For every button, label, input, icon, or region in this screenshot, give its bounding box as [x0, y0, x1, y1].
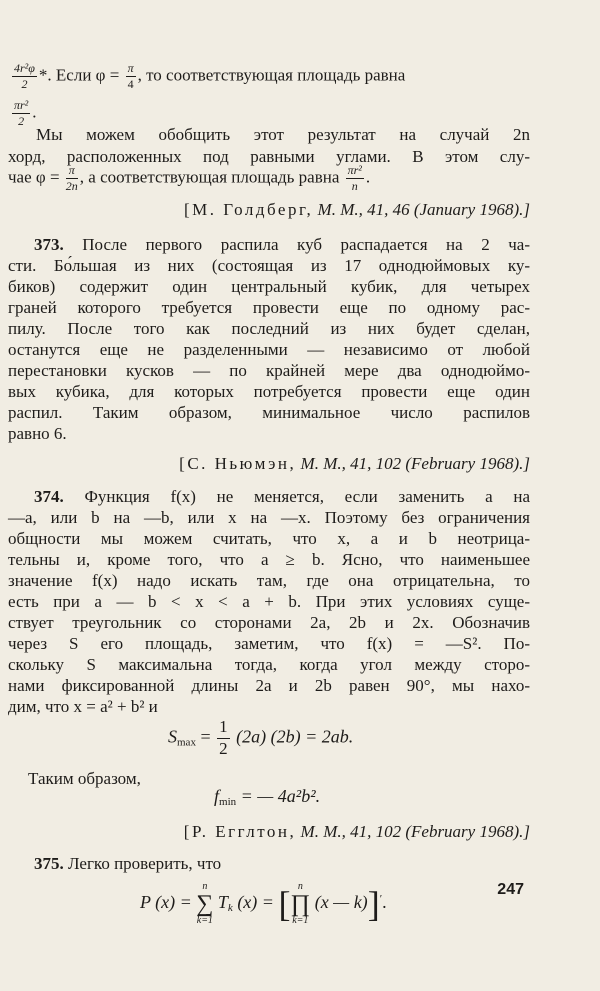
reference-372: [М. Голдберг, M. M., 41, 46 (January 1968).] — [183, 200, 530, 219]
fraction-one-half: $\frac{1}{2}$ — [219, 717, 228, 758]
generalize-line-3: чае φ = $\frac{\pi}{2n}$ , а соответствующая площадь равна $\frac{\text{πr²}}{n}$ . — [8, 163, 371, 194]
p374-line-8: через S его площадь, заметим, что f(x) = —S². По- — [8, 634, 530, 653]
p373-line-5: пилу. После того как последний из них будет сделан, — [8, 319, 530, 338]
top-line-1: $\frac{\text{4r²φ}}{2}$ *. Если φ = $\frac{\pi}{4}$ , то соответствующая площадь равна — [14, 61, 406, 92]
p373-line-4: граней которого требуется провести еще по одному рас- — [8, 298, 530, 317]
p373-line-2: сти. Бо́льшая из них (состоящая из 17 однодюймовых ку- — [8, 256, 530, 275]
p373-line-3: биков) содержит один центральный кубик, для четырех — [8, 277, 530, 296]
p373-line-7: перестановки кусков — по крайней мере два однодюймо- — [8, 361, 530, 380]
p374-line-3: общности мы можем считать, что x, a и b неотрица- — [8, 529, 530, 548]
generalize-line-2: хорд, расположенных под равными углами. В этом слу- — [8, 147, 530, 166]
p374-line-7: ствует треугольник со сторонами 2a, 2b и 2x. Обозначив — [8, 613, 530, 632]
equation-s-max: $S_{max}$ = $\frac{1}{2}$ (2a) (2b) = 2ab. — [168, 717, 354, 758]
reference-373: [С. Ньюмэн, M. M., 41, 102 (February 1968).] — [179, 454, 530, 473]
p374-line-10: нами фиксированной длины 2a и 2b равен 90°, мы нахо- — [8, 676, 530, 695]
thus-text: Таким образом, — [28, 769, 141, 788]
equation-f-min: $f_{min}$ = — 4a²b². — [214, 786, 321, 808]
p374-line-4: тельны и, кроме того, что a ≥ b. Ясно, что наименьшее — [8, 550, 530, 569]
p373-line-8: вых кубика, для которых потребуется провести еще один — [8, 382, 530, 401]
product-operator: n ∏ k=1 — [290, 881, 311, 926]
p374-line-1: 374. Функция f(x) не меняется, если заменить a на — [34, 487, 530, 506]
p373-line-9: распил. Таким образом, минимальное число распилов — [8, 403, 530, 422]
fraction-pir2-over-2: $\frac{\text{πr²}}{2}$ — [14, 98, 29, 129]
p373-line-1: 373. После первого распила куб распадается на 2 ча- — [34, 235, 530, 254]
fraction-pi-over-4: $\frac{\pi}{4}$ — [127, 61, 134, 92]
p373-line-6: останутся еще не разделенными — независимо от любой — [8, 340, 530, 359]
p373-line-10: равно 6. — [8, 424, 67, 443]
sum-operator: n ∑ k=1 — [196, 881, 214, 926]
fraction-pi-over-2n: $\frac{\pi}{2n}$ — [65, 163, 78, 194]
p375-line-1: 375. Легко проверить, что — [34, 854, 222, 873]
p374-line-11: дим, что x = a² + b² и — [8, 697, 158, 716]
page-number: 247 — [497, 881, 524, 898]
reference-374: [Р. Егглтон, M. M., 41, 102 (February 1968).] — [183, 822, 530, 841]
p374-line-9: скольку S максимальна тогда, когда угол между сторо- — [8, 655, 530, 674]
p374-line-5: значение f(x) надо искать там, где она отрицательна, то — [8, 571, 530, 590]
generalize-line-1: Мы можем обобщить этот результат на случай 2n — [36, 125, 530, 144]
p374-line-2: —a, или b на —b, или x на —x. Поэтому без ограничения — [8, 508, 530, 527]
fraction-pir2-over-n: $\frac{\text{πr²}}{n}$ — [347, 163, 362, 194]
equation-p-of-x: P (x) = n ∑ k=1 $T_k$ (x) = [ n ∏ k=1 (x — k)]′. — [140, 881, 387, 926]
top-line-2: $\frac{\text{πr²}}{2}$ . — [14, 98, 37, 129]
p374-line-6: есть при a — b < x < a + b. При этих условиях суще- — [8, 592, 530, 611]
fraction-4r2phi-over-2: $\frac{\text{4r²φ}}{2}$ — [14, 61, 35, 92]
